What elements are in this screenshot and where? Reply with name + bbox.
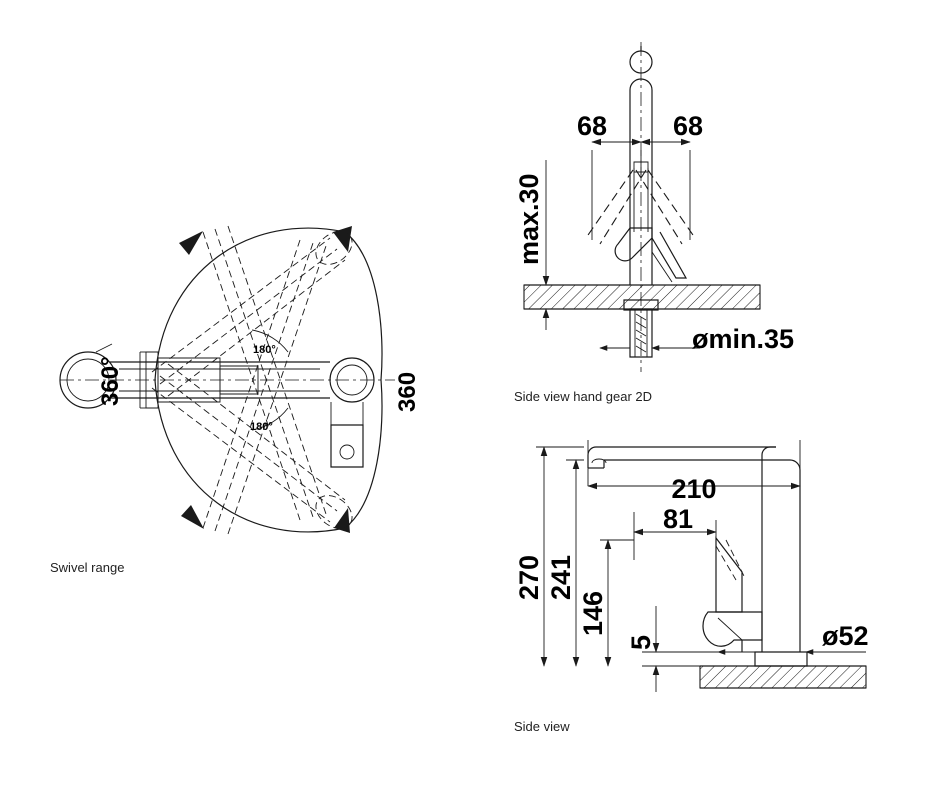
dim-swivel-lower: 180° bbox=[250, 421, 273, 433]
caption-side-view: Side view bbox=[514, 719, 570, 734]
caption-swivel-range: Swivel range bbox=[50, 560, 125, 575]
dim-68-right: 68 bbox=[672, 111, 704, 141]
dim-max-30: max.30 bbox=[514, 173, 544, 265]
view-side bbox=[514, 440, 869, 692]
dim-o52: ø52 bbox=[822, 621, 869, 651]
dim-o-min-35: ømin.35 bbox=[692, 324, 795, 354]
swivel-ghost-upper-right bbox=[152, 225, 358, 396]
dim-210: 210 bbox=[671, 474, 717, 504]
dim-360-left: 360° bbox=[97, 356, 124, 406]
dim-270: 270 bbox=[514, 554, 544, 600]
dim-68-left: 68 bbox=[576, 111, 608, 141]
dim-146: 146 bbox=[578, 590, 608, 636]
dim-swivel-upper: 180° bbox=[253, 344, 276, 356]
swivel-ghost-lower-right bbox=[152, 364, 358, 535]
view-side-hand-gear-2d bbox=[514, 42, 794, 372]
dim-81: 81 bbox=[662, 504, 694, 534]
dim-360-right: 360 bbox=[394, 371, 421, 412]
dim-241: 241 bbox=[546, 554, 576, 600]
dim-5: 5 bbox=[626, 634, 656, 650]
caption-side-view-hand-gear-2d: Side view hand gear 2D bbox=[514, 389, 653, 404]
